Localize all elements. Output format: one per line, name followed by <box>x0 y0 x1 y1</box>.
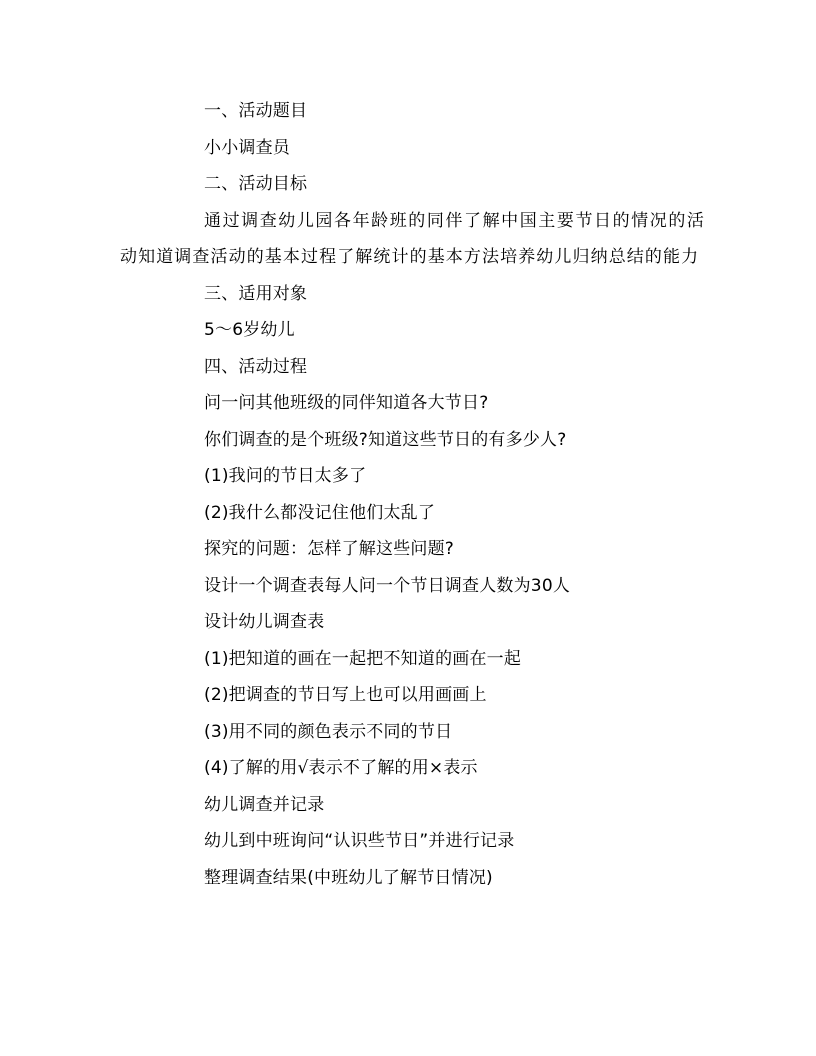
process-line: 整理调查结果(中班幼儿了解节日情况) <box>204 867 493 888</box>
heading-activity-process: 四、活动过程 <box>204 356 308 377</box>
activity-title-text: 小小调查员 <box>204 137 290 158</box>
target-audience-text: 5～6岁幼儿 <box>204 320 295 340</box>
heading-activity-title: 一、活动题目 <box>204 101 308 121</box>
goal-paragraph: 通过调查幼儿园各年龄班的同伴了解中国主要节日的情况的活动知道调查活动的基本过程了解统计的基本方法培养幼儿归纳总结的能力 <box>120 210 705 267</box>
process-line: (2)把调查的节日写上也可以用画画上 <box>204 685 487 705</box>
process-line: 幼儿到中班询问“认识些节日”并进行记录 <box>204 831 515 851</box>
process-line: (1)把知道的画在一起把不知道的画在一起 <box>204 648 522 669</box>
process-line: 设计一个调查表每人问一个节日调查人数为30人 <box>204 575 571 596</box>
process-line: 幼儿调查并记录 <box>204 794 325 815</box>
process-line: 你们调查的是个班级?知道这些节日的有多少人? <box>204 429 567 450</box>
process-line: (3)用不同的颜色表示不同的节日 <box>204 721 453 742</box>
document-body <box>120 93 705 896</box>
process-line: (2)我什么都没记住他们太乱了 <box>204 502 436 523</box>
process-line: 问一问其他班级的同伴知道各大节日? <box>204 393 489 413</box>
process-line: (4)了解的用√表示不了解的用×表示 <box>204 758 478 778</box>
heading-activity-goal: 二、活动目标 <box>204 174 308 194</box>
process-line: 设计幼儿调查表 <box>204 612 325 632</box>
heading-target-audience: 三、适用对象 <box>204 283 308 304</box>
process-line: (1)我问的节日太多了 <box>204 466 367 486</box>
process-line: 探究的问题：怎样了解这些问题? <box>204 539 455 559</box>
